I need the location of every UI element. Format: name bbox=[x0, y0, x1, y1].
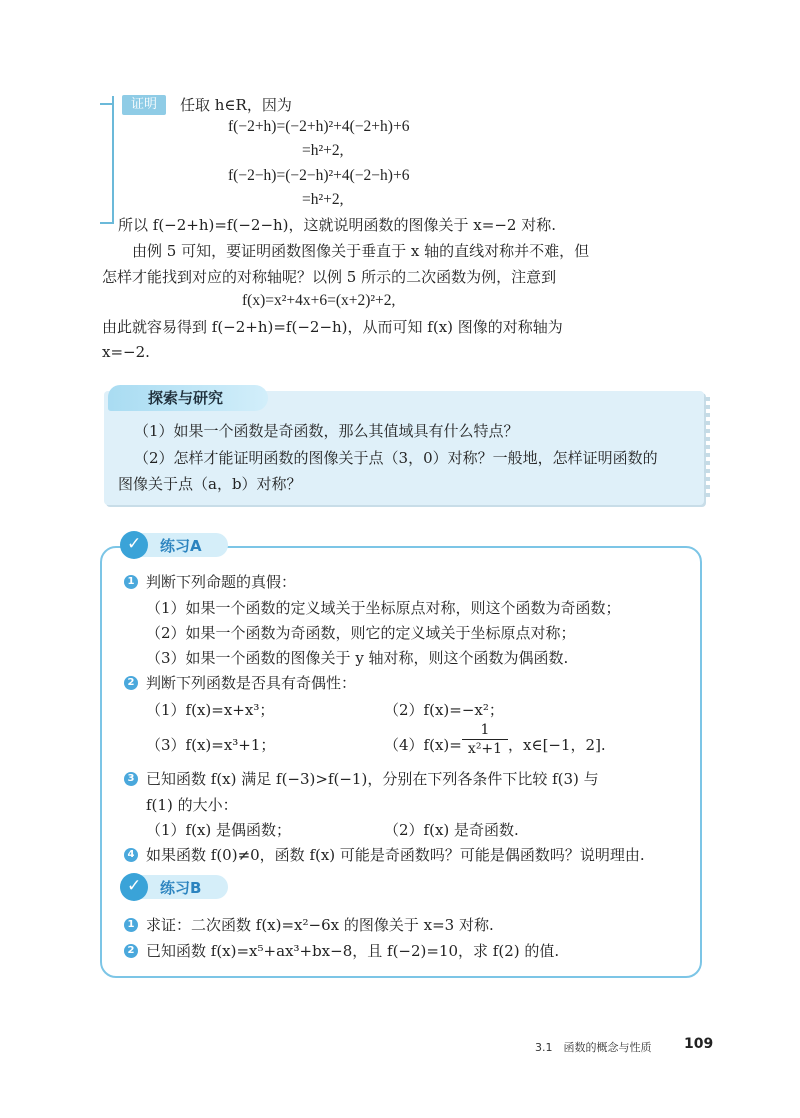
exercise-a-problem-2: 判断下列函数是否具有奇偶性： bbox=[146, 674, 357, 692]
exercise-a-problem-3: 已知函数 f(x) 满足 f(−3)>f(−1)，分别在下列各条件下比较 f(3) 与 bbox=[146, 770, 599, 788]
problem-number: 3 bbox=[124, 772, 138, 786]
proof-equation-1: f(−2+h)=(−2+h)²+4(−2+h)+6 bbox=[228, 118, 410, 135]
exercise-a-problem-1-a: （1）如果一个函数的定义域关于坐标原点对称，则这个函数为奇函数； bbox=[146, 599, 621, 617]
exercise-a-problem-1: 判断下列命题的真假： bbox=[146, 573, 297, 591]
exercise-a-problem-3-a: （1）f(x) 是偶函数； bbox=[146, 821, 292, 839]
exercise-a-problem-2-a: （1）f(x)=x+x³； bbox=[146, 701, 275, 719]
exercise-a-problem-2-b: （2）f(x)=−x²； bbox=[384, 701, 504, 719]
problem-number: 1 bbox=[124, 575, 138, 589]
proof-equation-2: f(−2−h)=(−2−h)²+4(−2−h)+6 bbox=[228, 167, 410, 184]
problem-number: 2 bbox=[124, 676, 138, 690]
exercise-a-problem-2-d-suffix: ，x∈[−1，2]. bbox=[508, 736, 606, 754]
exercise-a-problem-3-cont: f(1) 的大小： bbox=[146, 796, 238, 814]
footer-section-title: 3.1 函数的概念与性质 bbox=[535, 1041, 652, 1054]
proof-bracket bbox=[112, 96, 114, 224]
check-icon bbox=[120, 531, 148, 559]
proof-intro: 任取 h∈R，因为 bbox=[180, 96, 292, 114]
exercise-b-title: 练习B bbox=[160, 879, 202, 897]
exercise-a-title: 练习A bbox=[160, 537, 202, 555]
page-number: 109 bbox=[684, 1036, 714, 1052]
proof-bracket-top bbox=[100, 103, 114, 105]
exercise-a-problem-1-c: （3）如果一个函数的图像关于 y 轴对称，则这个函数为偶函数. bbox=[146, 649, 569, 667]
exercise-a-problem-3-b: （2）f(x) 是奇函数. bbox=[384, 821, 519, 839]
proof-label: 证明 bbox=[122, 95, 166, 115]
fraction-denominator: x²+1 bbox=[467, 741, 503, 757]
proof-equation-1-result: =h²+2, bbox=[302, 142, 344, 159]
exercise-a-problem-1-b: （2）如果一个函数为奇函数，则它的定义域关于坐标原点对称； bbox=[146, 624, 576, 642]
fraction bbox=[462, 722, 508, 757]
discussion-line-4: x=−2. bbox=[102, 343, 150, 361]
proof-bracket-bottom bbox=[100, 222, 114, 224]
problem-number: 2 bbox=[124, 944, 138, 958]
exercise-b-problem-1: 求证：二次函数 f(x)=x²−6x 的图像关于 x=3 对称. bbox=[146, 916, 494, 934]
proof-equation-2-result: =h²+2, bbox=[302, 191, 344, 208]
problem-number: 4 bbox=[124, 848, 138, 862]
proof-conclusion: 所以 f(−2+h)=f(−2−h)，这就说明函数的图像关于 x=−2 对称. bbox=[118, 216, 556, 234]
exercise-a-problem-4: 如果函数 f(0)≠0，函数 f(x) 可能是奇函数吗？可能是偶函数吗？说明理由. bbox=[146, 846, 645, 864]
discussion-line-3: 由此就容易得到 f(−2+h)=f(−2−h)，从而可知 f(x) 图像的对称轴为 bbox=[102, 318, 563, 336]
discussion-line-1: 由例 5 可知，要证明函数图像关于垂直于 x 轴的直线对称并不难，但 bbox=[132, 242, 590, 260]
check-icon bbox=[120, 873, 148, 901]
explore-question-2: （2）怎样才能证明函数的图像关于点（3，0）对称？一般地，怎样证明函数的 bbox=[134, 449, 658, 467]
exercise-a-problem-2-c: （3）f(x)=x³+1； bbox=[146, 736, 276, 754]
fraction-numerator: 1 bbox=[480, 722, 490, 738]
exercise-a-problem-2-d-prefix: （4）f(x)= bbox=[384, 736, 462, 754]
explore-title: 探索与研究 bbox=[148, 389, 224, 407]
explore-question-1: （1）如果一个函数是奇函数，那么其值域具有什么特点？ bbox=[134, 422, 519, 440]
fraction-bar bbox=[462, 739, 508, 740]
exercise-b-problem-2: 已知函数 f(x)=x⁵+ax³+bx−8，且 f(−2)=10，求 f(2) 的值. bbox=[146, 942, 560, 960]
discussion-line-2: 怎样才能找到对应的对称轴呢？以例 5 所示的二次函数为例，注意到 bbox=[102, 268, 557, 286]
explore-question-2-cont: 图像关于点（a，b）对称？ bbox=[118, 475, 302, 493]
discussion-formula: f(x)=x²+4x+6=(x+2)²+2, bbox=[242, 292, 396, 309]
problem-number: 1 bbox=[124, 918, 138, 932]
